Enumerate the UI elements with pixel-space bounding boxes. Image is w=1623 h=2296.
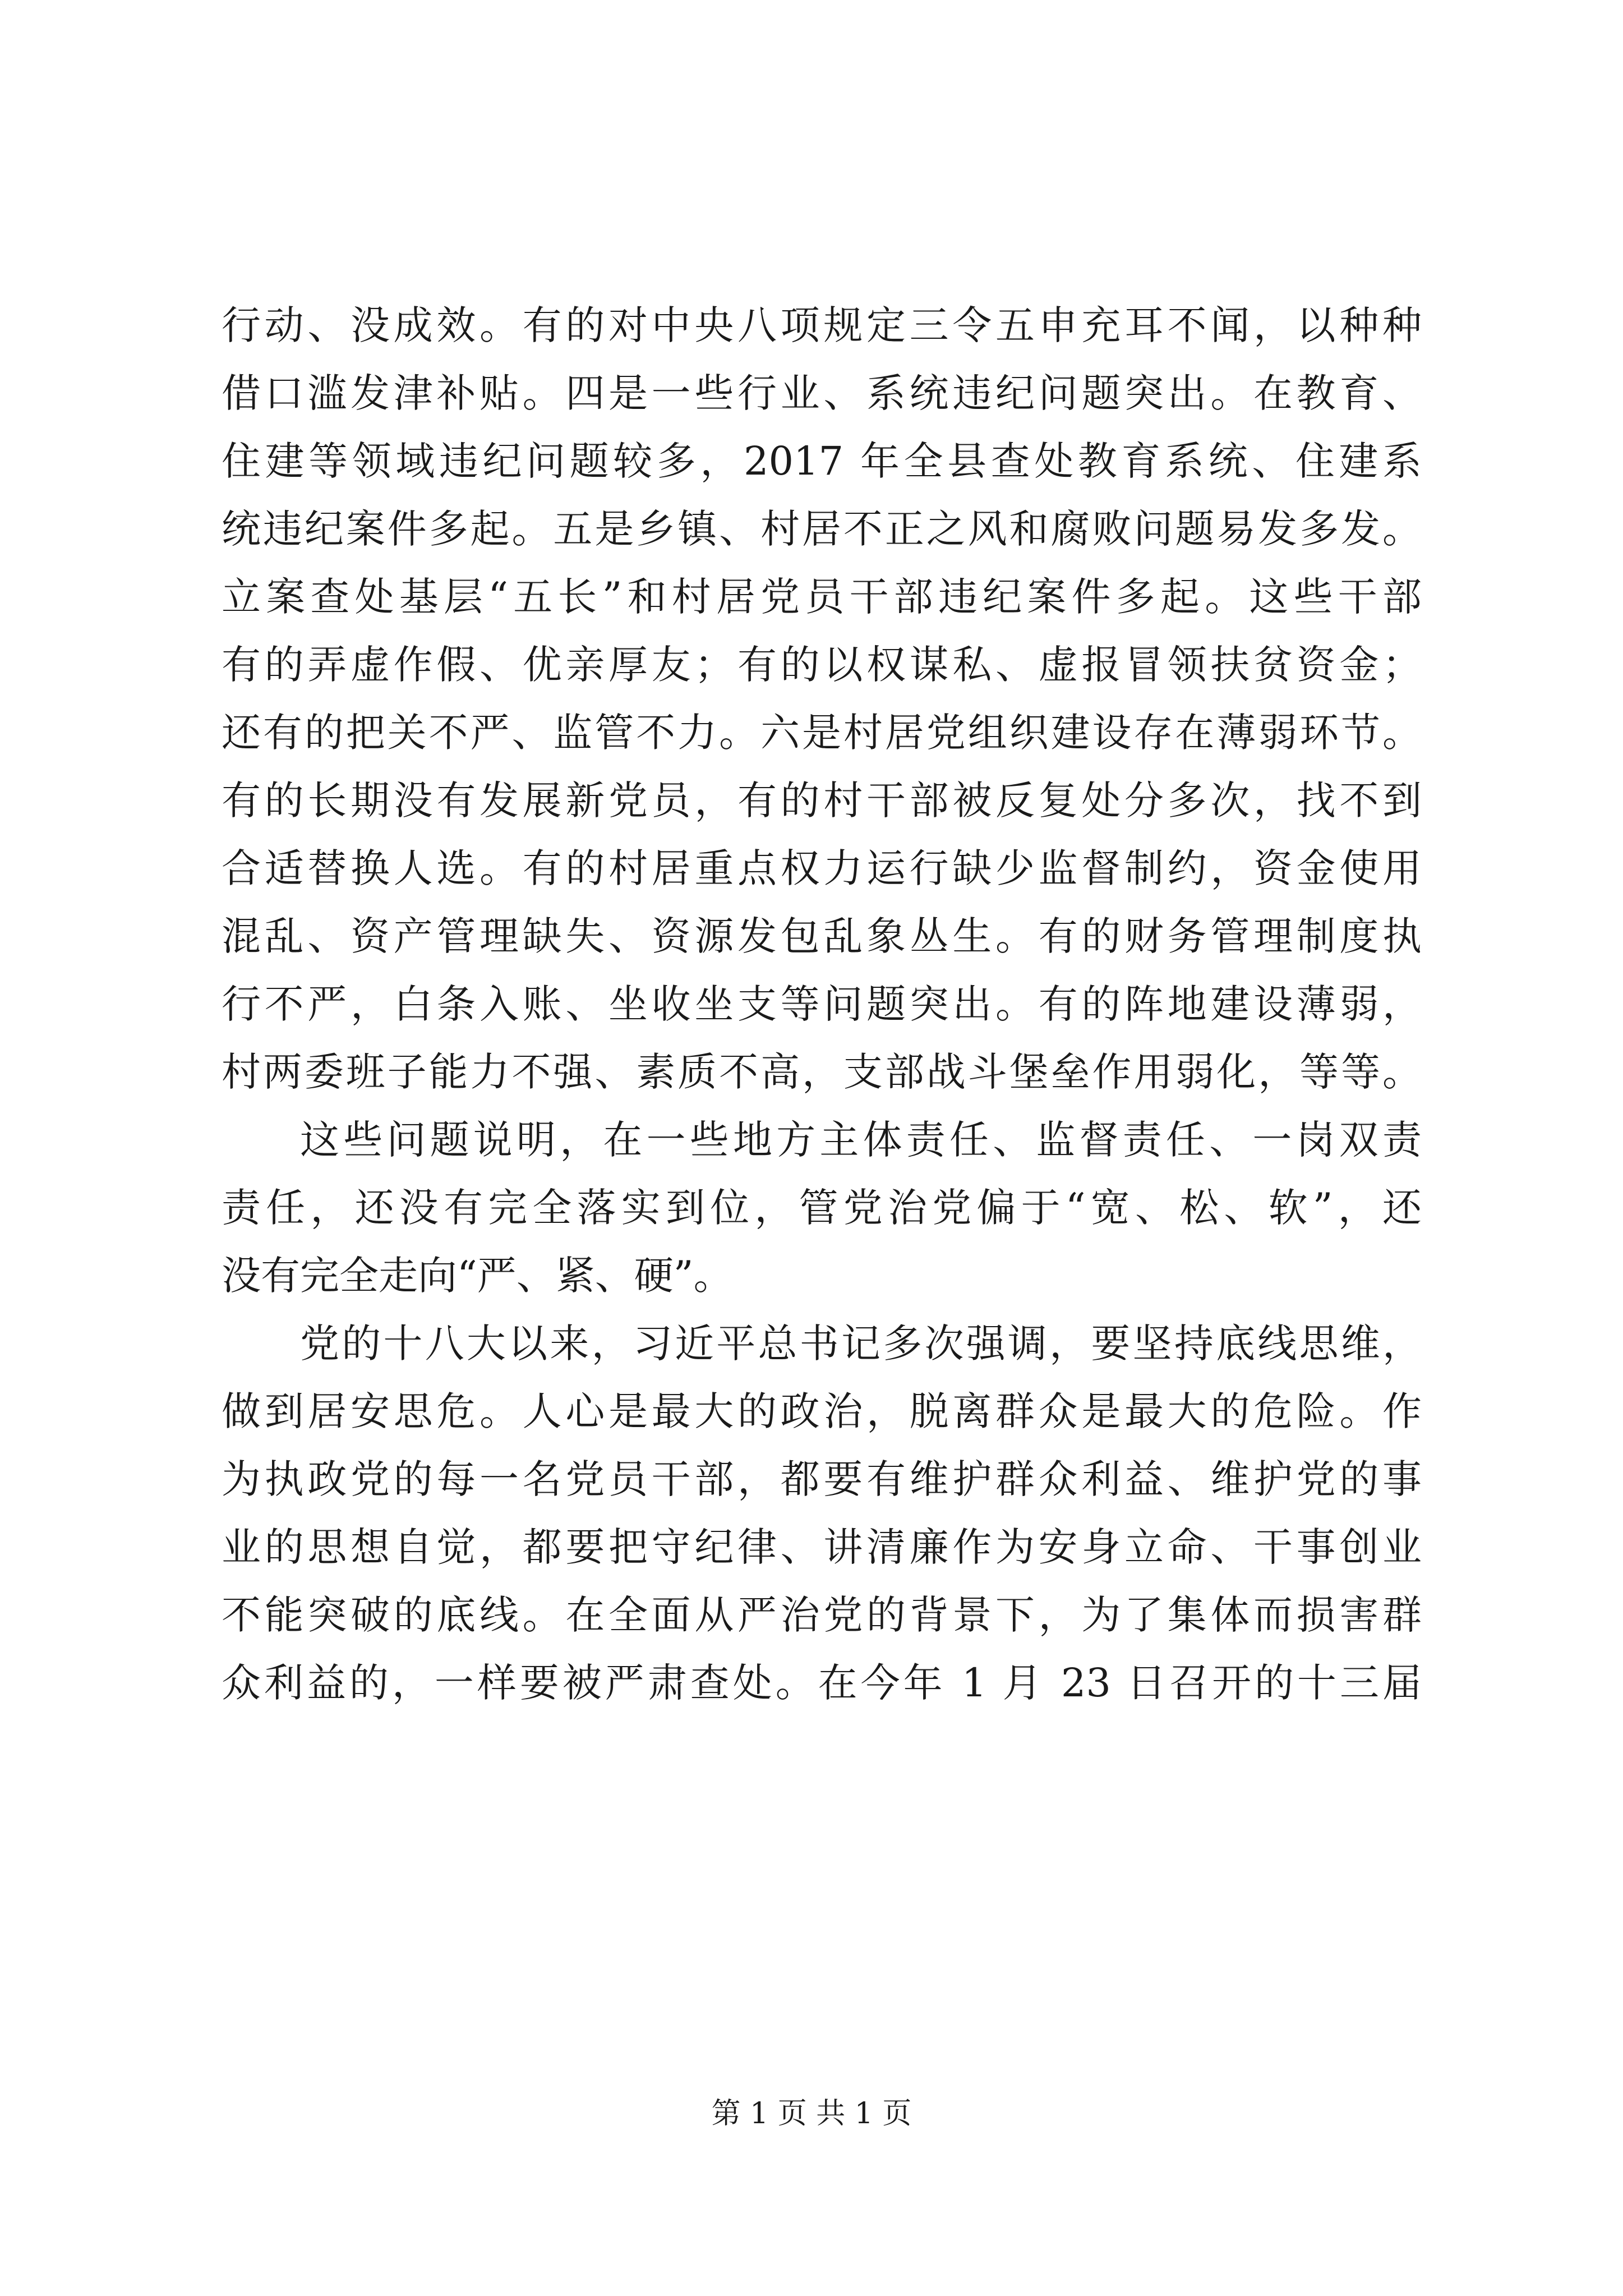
- text-line: 统违纪案件多起。五是乡镇、村居不正之风和腐败问题易发多发。: [222, 506, 1422, 552]
- text-line: 住建等领域违纪问题较多，2017 年全县查处教育系统、住建系: [222, 438, 1422, 484]
- text-line: 没有完全走向“严、紧、硬”。: [222, 1253, 733, 1299]
- text-line: 行动、没成效。有的对中央八项规定三令五申充耳不闻，以种种: [222, 302, 1422, 348]
- text-line: 立案查处基层“五长”和村居党员干部违纪案件多起。这些干部: [222, 574, 1422, 620]
- text-line: 为执政党的每一名党员干部，都要有维护群众利益、维护党的事: [222, 1456, 1422, 1502]
- document-body: [222, 292, 1422, 1717]
- text-line: 行不严，白条入账、坐收坐支等问题突出。有的阵地建设薄弱，: [222, 981, 1422, 1027]
- text-line: 有的弄虚作假、优亲厚友；有的以权谋私、虚报冒领扶贫资金；: [222, 642, 1422, 688]
- text-line: 做到居安思危。人心是最大的政治，脱离群众是最大的危险。作: [222, 1388, 1422, 1434]
- text-line: 村两委班子能力不强、素质不高，支部战斗堡垒作用弱化，等等。: [222, 1049, 1422, 1095]
- text-line: 有的长期没有发展新党员，有的村干部被反复处分多次，找不到: [222, 777, 1422, 823]
- text-line: 还有的把关不严、监管不力。六是村居党组织建设存在薄弱环节。: [222, 710, 1422, 756]
- text-line: 混乱、资产管理缺失、资源发包乱象丛生。有的财务管理制度执: [222, 913, 1422, 959]
- page-number: 第 1 页 共 1 页: [711, 2097, 912, 2131]
- text-line: 众利益的，一样要被严肃查处。在今年 1 月 23 日召开的十三届: [222, 1660, 1422, 1706]
- text-line: 党的十八大以来，习近平总书记多次强调，要坚持底线思维，: [300, 1320, 1422, 1366]
- text-line: 合适替换人选。有的村居重点权力运行缺少监督制约，资金使用: [222, 845, 1422, 891]
- page-footer: [0, 2090, 1623, 2132]
- text-line: 借口滥发津补贴。四是一些行业、系统违纪问题突出。在教育、: [222, 370, 1422, 416]
- text-line: 责任，还没有完全落实到位，管党治党偏于“宽、松、软”，还: [222, 1185, 1422, 1231]
- text-line: 业的思想自觉，都要把守纪律、讲清廉作为安身立命、干事创业: [222, 1524, 1422, 1570]
- text-line: 这些问题说明，在一些地方主体责任、监督责任、一岗双责: [300, 1117, 1422, 1163]
- text-line: 不能突破的底线。在全面从严治党的背景下，为了集体而损害群: [222, 1592, 1422, 1638]
